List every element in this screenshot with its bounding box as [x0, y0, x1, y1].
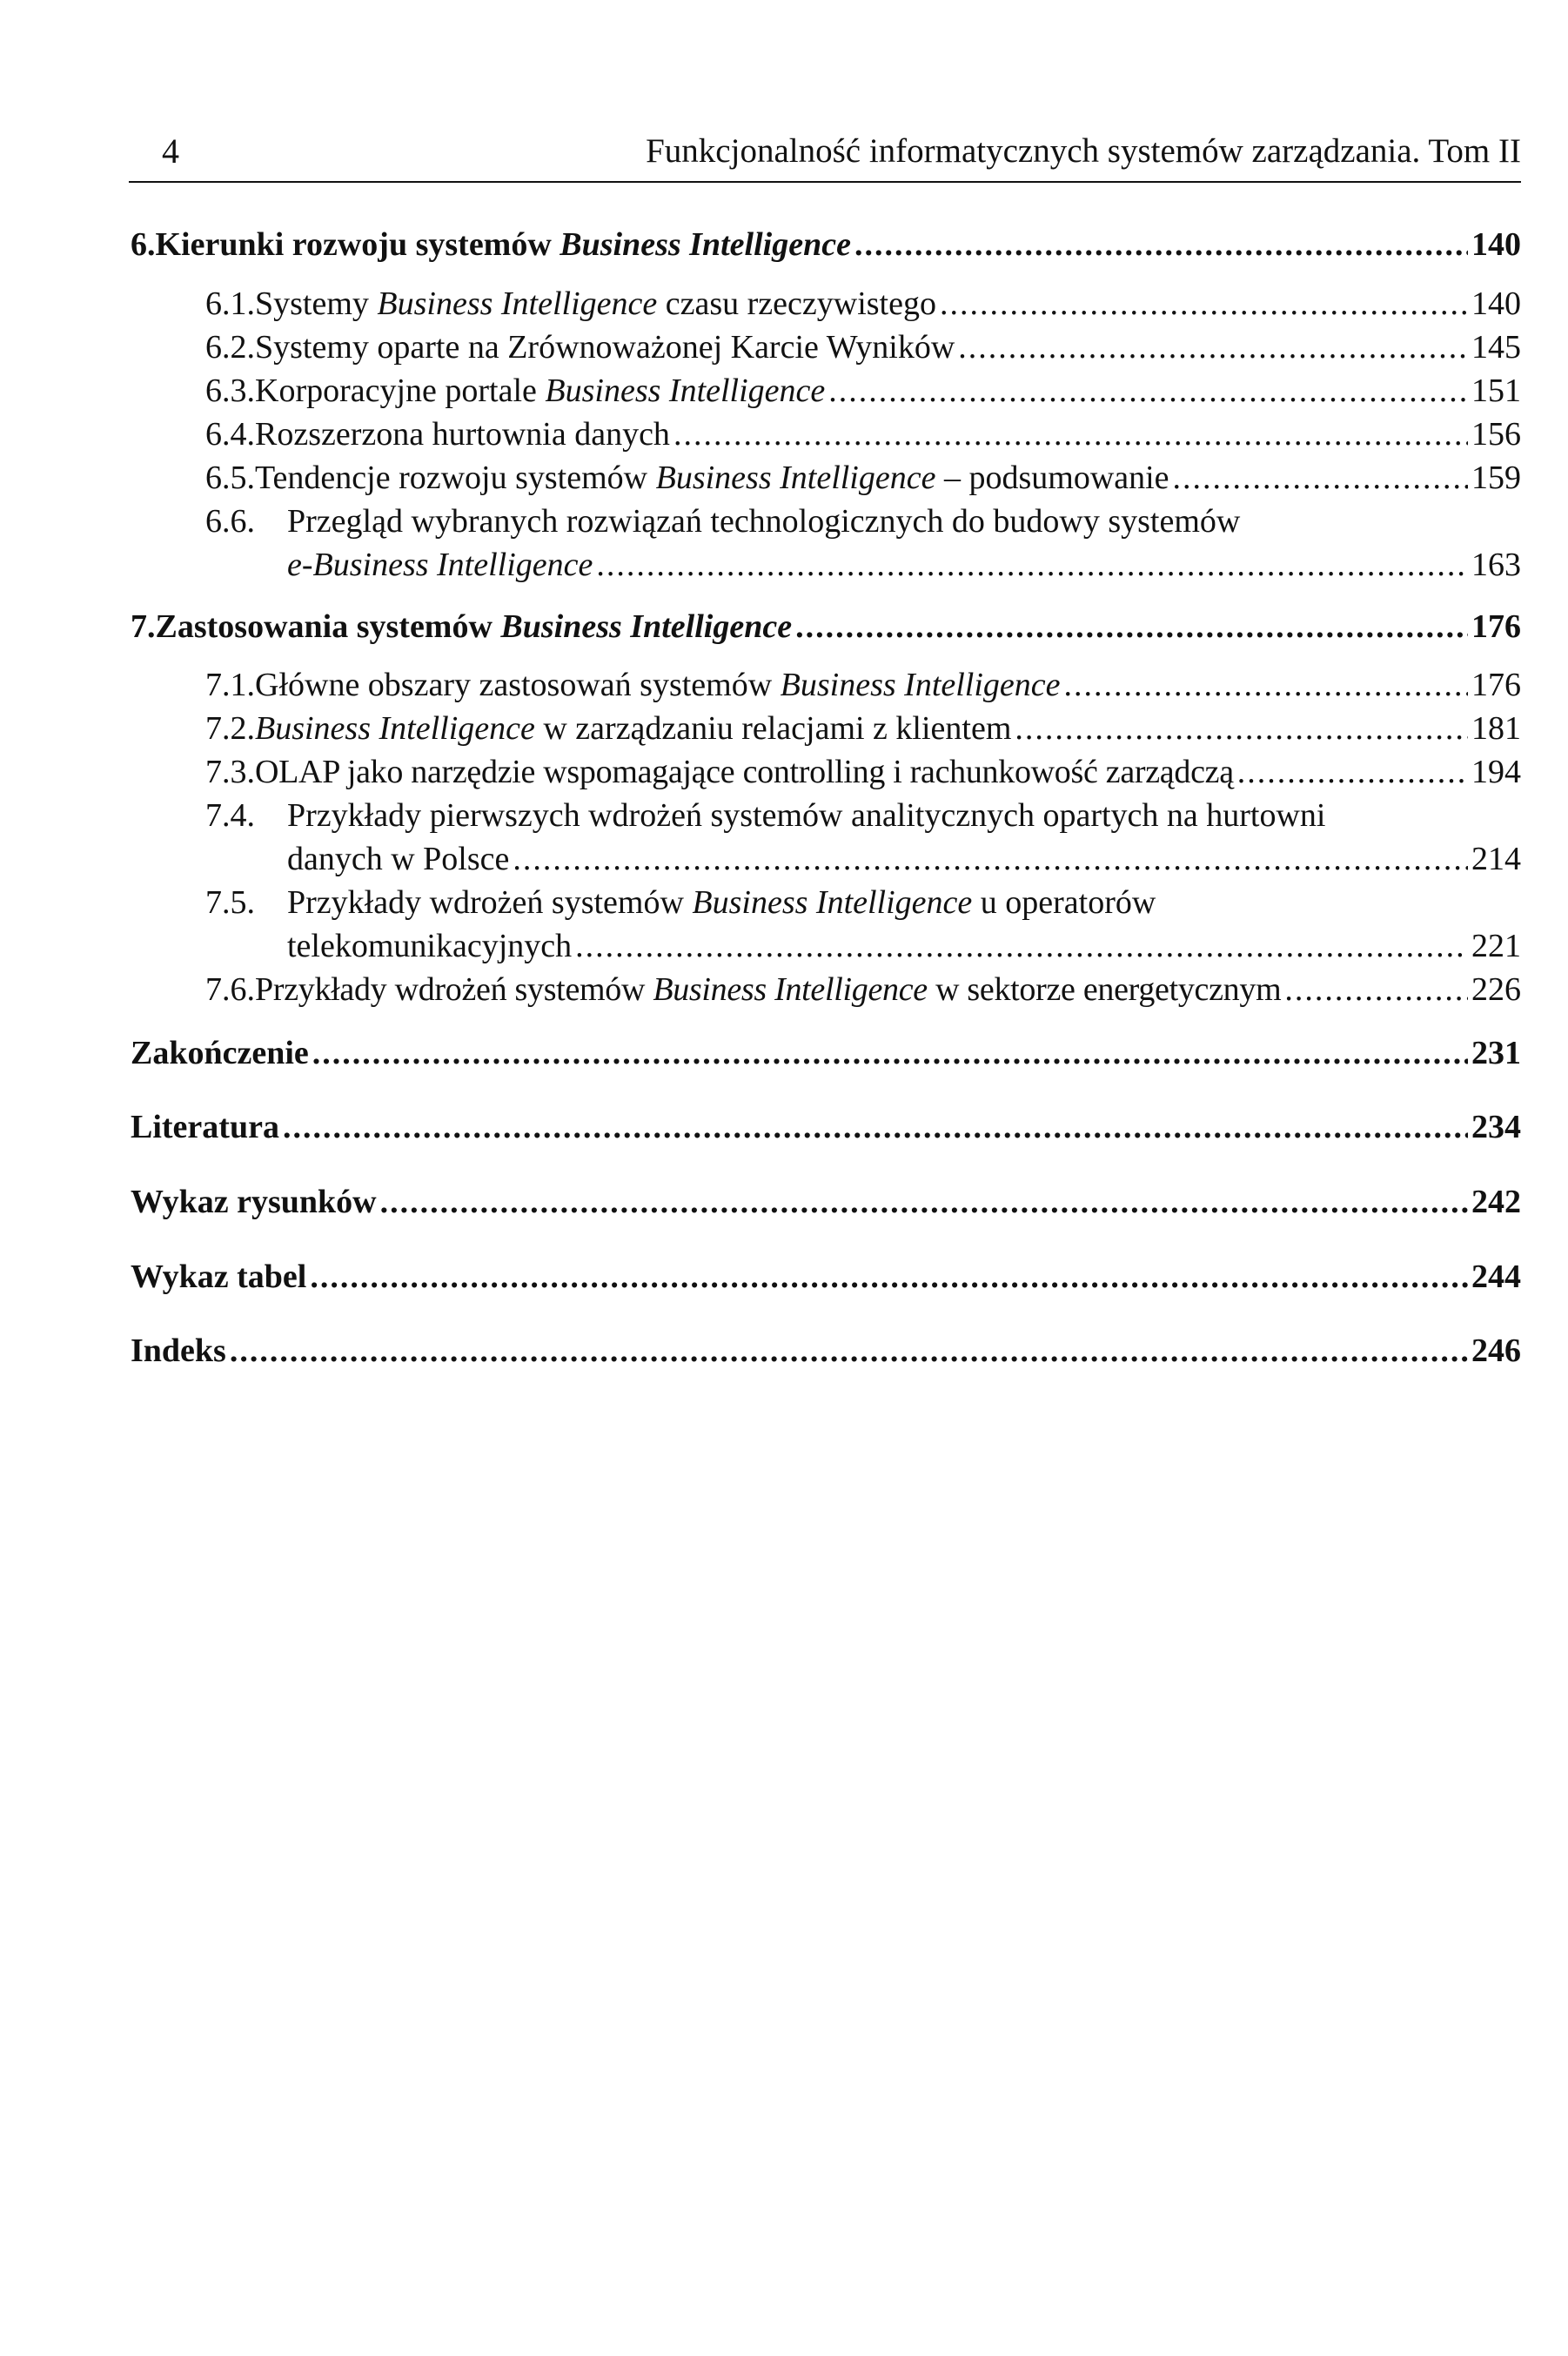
- page-ref: 145: [1471, 329, 1521, 366]
- leader-dots: [230, 1329, 1468, 1373]
- toc-back-wykaz-rysunkow: [131, 1180, 1521, 1224]
- leader-dots: [854, 223, 1468, 266]
- section-title-cont: e-Business Intelligence: [287, 547, 593, 583]
- leader-dots: [1173, 456, 1468, 500]
- back-title: Wykaz tabel: [131, 1259, 307, 1295]
- page-ref: 176: [1471, 608, 1521, 645]
- section-number: 7.3.: [205, 754, 255, 790]
- page-ref: 151: [1471, 373, 1521, 409]
- leader-dots: [596, 543, 1468, 587]
- toc-section-6-6: [205, 500, 1521, 543]
- page-ref: 242: [1471, 1184, 1521, 1220]
- back-title: Wykaz rysunków: [131, 1184, 377, 1220]
- section-title: Przegląd wybranych rozwiązań technologicznych do budowy systemów: [287, 503, 1241, 540]
- toc-back-literatura: [131, 1105, 1521, 1149]
- page-ref: 246: [1471, 1332, 1521, 1369]
- page-ref: 163: [1471, 547, 1521, 583]
- section-title: Systemy oparte na Zrównoważonej Karcie Wyników: [255, 329, 955, 366]
- leader-dots: [380, 1180, 1468, 1224]
- section-number: 6.2.: [205, 329, 255, 366]
- section-number: 6.5.: [205, 460, 255, 496]
- leader-dots: [312, 1031, 1468, 1075]
- section-title: Korporacyjne portale Business Intelligence: [255, 373, 826, 409]
- chapter-number: 7.: [131, 608, 156, 645]
- section-number: 7.2.: [205, 710, 255, 747]
- page-ref: 156: [1471, 416, 1521, 453]
- toc-section-7-6: [205, 968, 1521, 1011]
- toc-section-7-4: [205, 794, 1521, 837]
- toc-section-7-3: [205, 750, 1521, 794]
- section-title-cont: telekomunikacyjnych: [287, 928, 573, 964]
- page-ref: 159: [1471, 460, 1521, 496]
- toc-back-zakonczenie: [131, 1031, 1521, 1075]
- section-number: 7.6.: [205, 971, 255, 1008]
- page-ref: 140: [1471, 285, 1521, 322]
- page-ref: 181: [1471, 710, 1521, 747]
- page-number: 4: [162, 131, 179, 171]
- toc-chapter-6: [131, 223, 1521, 266]
- section-number: 7.1.: [205, 667, 255, 703]
- toc-section-7-4-cont: [287, 837, 1521, 881]
- toc-section-6-6-cont: [287, 543, 1521, 587]
- section-title: Tendencje rozwoju systemów Business Intelligence – podsumowanie: [255, 460, 1169, 496]
- chapter-number: 6.: [131, 226, 156, 263]
- leader-dots: [795, 605, 1468, 648]
- section-title: Przykłady wdrożeń systemów Business Intelligence u operatorów: [287, 884, 1156, 921]
- page-ref: 194: [1471, 754, 1521, 790]
- toc-section-7-1: [205, 663, 1521, 707]
- chapter-title: Zastosowania systemów Business Intelligence: [155, 608, 793, 645]
- toc-section-6-1: [205, 282, 1521, 326]
- leader-dots: [283, 1105, 1468, 1149]
- toc-section-7-2: [205, 707, 1521, 750]
- leader-dots: [940, 282, 1468, 326]
- section-title: Przykłady pierwszych wdrożeń systemów analitycznych opartych na hurtowni: [287, 797, 1326, 834]
- leader-dots: [1237, 750, 1468, 794]
- leader-dots: [575, 924, 1468, 968]
- back-title: Indeks: [131, 1332, 226, 1369]
- toc-section-7-5-cont: [287, 924, 1521, 968]
- running-header: [129, 122, 1521, 183]
- toc-back-indeks: [131, 1329, 1521, 1373]
- leader-dots: [958, 326, 1468, 369]
- leader-dots: [1015, 707, 1468, 750]
- leader-dots: [828, 369, 1468, 413]
- back-title: Literatura: [131, 1109, 279, 1145]
- leader-dots: [1064, 663, 1468, 707]
- page-ref: 214: [1471, 841, 1521, 877]
- running-title: Funkcjonalność informatycznych systemów zarządzania. Tom II: [646, 132, 1521, 170]
- section-number: 6.6.: [205, 503, 255, 540]
- toc-section-6-2: [205, 326, 1521, 369]
- section-title: Business Intelligence w zarządzaniu relacjami z klientem: [255, 710, 1012, 747]
- page-ref: 221: [1471, 928, 1521, 964]
- section-number: 7.4.: [205, 797, 255, 834]
- section-number: 7.5.: [205, 884, 255, 921]
- page-ref: 140: [1471, 226, 1521, 263]
- toc-section-6-3: [205, 369, 1521, 413]
- section-number: 6.3.: [205, 373, 255, 409]
- leader-dots: [673, 413, 1468, 456]
- section-title-cont: danych w Polsce: [287, 841, 510, 877]
- back-title: Zakończenie: [131, 1035, 309, 1071]
- toc-section-7-5: [205, 881, 1521, 924]
- section-title: Systemy Business Intelligence czasu rzeczywistego: [255, 285, 936, 322]
- toc-section-6-4: [205, 413, 1521, 456]
- leader-dots: [513, 837, 1468, 881]
- toc-chapter-7: [131, 605, 1521, 648]
- section-title: Główne obszary zastosowań systemów Business Intelligence: [255, 667, 1061, 703]
- chapter-title: Kierunki rozwoju systemów Business Intelligence: [155, 226, 851, 263]
- page-ref: 231: [1471, 1035, 1521, 1071]
- toc-section-6-5: [205, 456, 1521, 500]
- page-ref: 244: [1471, 1259, 1521, 1295]
- page-ref: 234: [1471, 1109, 1521, 1145]
- page-ref: 176: [1471, 667, 1521, 703]
- leader-dots: [310, 1255, 1468, 1299]
- section-number: 6.1.: [205, 285, 255, 322]
- leader-dots: [1284, 968, 1468, 1011]
- section-title: OLAP jako narzędzie wspomagające controlling i rachunkowość zarządczą: [255, 754, 1234, 790]
- toc-back-wykaz-tabel: [131, 1255, 1521, 1299]
- section-title: Przykłady wdrożeń systemów Business Intelligence w sektorze energetycznym: [255, 971, 1282, 1008]
- page-ref: 226: [1471, 971, 1521, 1008]
- section-number: 6.4.: [205, 416, 255, 453]
- section-title: Rozszerzona hurtownia danych: [255, 416, 670, 453]
